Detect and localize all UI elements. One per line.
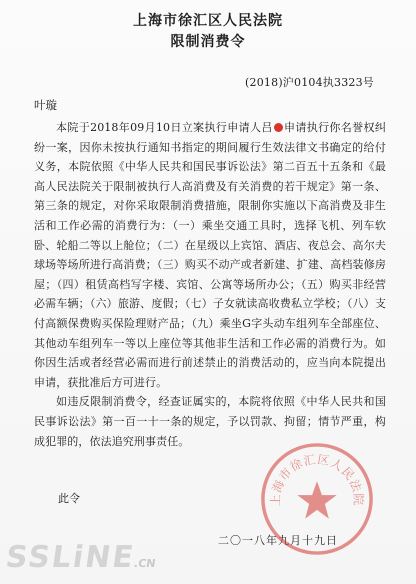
- issue-date: 二〇一八年九月十九日: [218, 534, 338, 547]
- document-title: 限制消费令: [170, 34, 246, 50]
- seal-star-icon: [297, 481, 336, 518]
- addressee: 叶璇: [34, 98, 57, 112]
- closing-line: 此令: [58, 492, 80, 505]
- paragraph-main-rest: 申请执行你名誉权纠纷一案，因你未按执行通知书指定的期间履行生效法律文书确定的给付义务，本院依照《中华人民共和国民事诉讼法》第二百五十五条和《最高人民法院关于限制被执行人高消费及有关消费的若干规定》第一条、第三条的规定，对你采取限制消费措施，限制你实施以下高消费及非生活和工作必需的消费行为：（一）乘坐交通工具时，选择飞机、列车软卧、轮船二等以上舱位；（二）在星级以上宾馆、酒店、夜总会、高尔夫球场等场所进行高消费；（三）购买不动产或者新建、扩建、高档装修房屋；（四）租赁高档写字楼、宾馆、公寓等场所办公；（五）购买非经营必需车辆；（六）旅游、度假；（七）子女就读高收费私立学校；（八）支付高额保费购买保险理财产品；（九）乘坐G字头动车组列车全部座位、其他动车组列车一等以上座位等其他非生活和工作必需的消费行为。如你因生活或者经营必需而进行前述禁止的消费活动的，应当向本院提出申请，获批准后方可进行。: [34, 121, 386, 389]
- site-watermark: [4, 540, 159, 575]
- watermark-text: SSLiNE: [3, 540, 138, 575]
- redaction-mark: [274, 123, 283, 132]
- court-name: 上海市徐汇区人民法院: [133, 13, 283, 29]
- paragraph-main: [34, 118, 386, 392]
- paragraph-warning: 如违反限制消费令，经查证属实的，本院将依照《中华人民共和国民事诉讼法》第一百一十一条的规定，予以罚款、拘留；情节严重，构成犯罪的，依法追究刑事责任。: [34, 395, 386, 448]
- order-body: [34, 118, 386, 451]
- watermark-suffix: .CN: [133, 557, 157, 570]
- paragraph-main-start: 本院于2018年09月10日立案执行申请人吕: [56, 121, 273, 134]
- court-seal-stamp: [258, 440, 376, 558]
- seal-text: 上海市徐汇区人民法院: [268, 452, 366, 507]
- case-number: (2018)沪0104执3323号: [245, 76, 374, 89]
